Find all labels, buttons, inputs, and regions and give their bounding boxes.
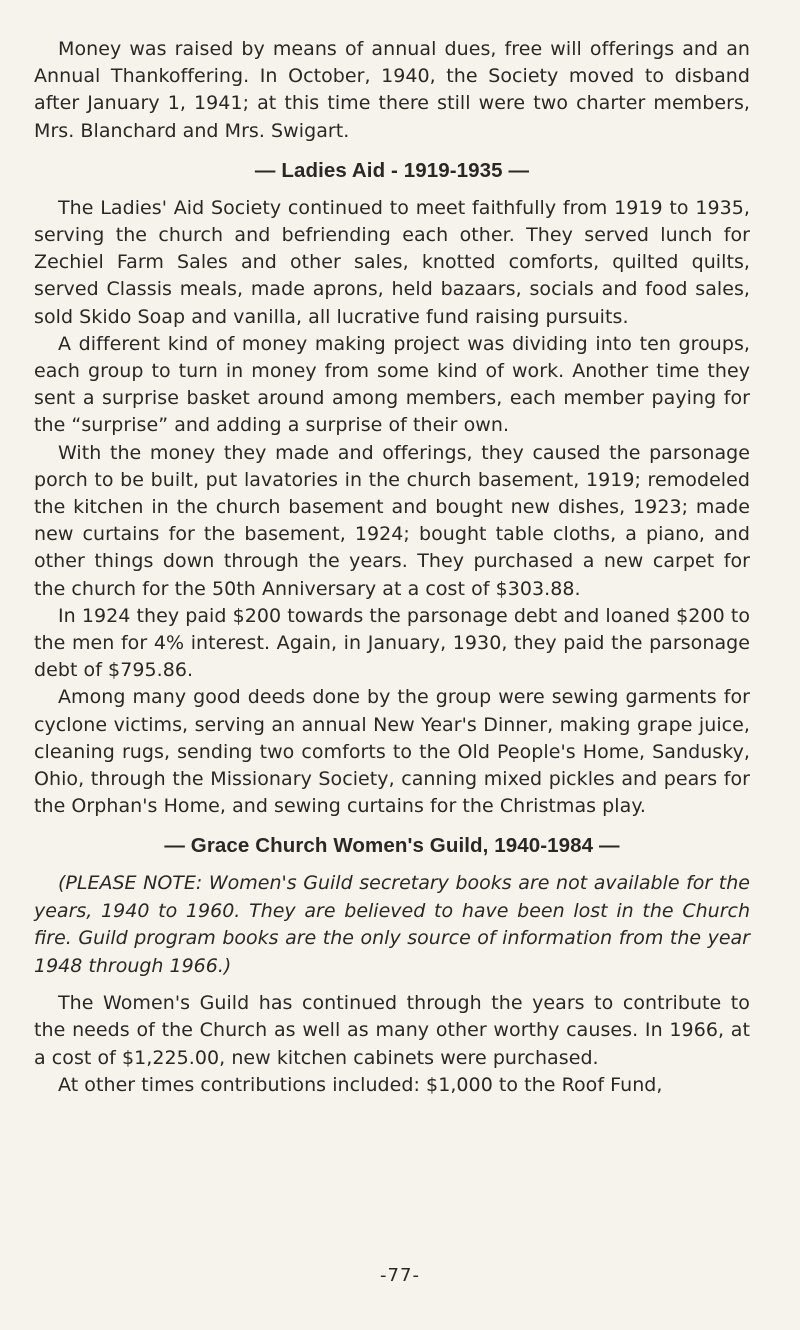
womens-guild-paragraph: The Women's Guild has continued through the years to contribute to the needs of the Church as well as many other worthy causes. In 1966, at a cost of $1,225.00, new kitchen cabinets were purchased. — [34, 992, 750, 1069]
intro-paragraph: Money was raised by means of annual dues, free will offerings and an Annual Thankoffering. In October, 1940, the Society moved to disband after January 1, 1941; at this time there still were two charter members, Mrs. Blanchard and Mrs. Swigart. — [34, 38, 750, 142]
page-number: -77- — [380, 1265, 420, 1286]
ladies-aid-paragraph: In 1924 they paid $200 towards the parsonage debt and loaned $200 to the men for 4% interest. Again, in January, 1930, they paid the parsonage debt of $795.86. — [34, 604, 750, 682]
ladies-aid-paragraph: With the money they made and offerings, they caused the parsonage porch to be built, put lavatories in the church basement, 1919; remodeled the kitchen in the church basement and bought new dishes, 1923; made new curtains for the basement, 1924; bought table cloths, a piano, and other things down through the years. They purchased a new carpet for the church for the 50th Anniversary at a cost of $303.88. — [34, 441, 750, 600]
womens-guild-note: (PLEASE NOTE: Women's Guild secretary books are not available for the years, 1940 to 1960. They are believed to have been lost in the Church fire. Guild program books are the only source of information from the year 1948 through 1966.) — [34, 872, 750, 977]
ladies-aid-paragraph: A different kind of money making project was dividing into ten groups, each group to turn in money from some kind of work. Another time they sent a surprise basket around among members, each member paying for the “surprise” and adding a surprise of their own. — [34, 332, 750, 437]
ladies-aid-heading: — Ladies Aid - 1919-1935 — — [254, 158, 530, 182]
womens-guild-heading: — Grace Church Women's Guild, 1940-1984 — — [164, 834, 620, 858]
womens-guild-paragraph: At other times contributions included: $1,000 to the Roof Fund, — [58, 1073, 663, 1096]
ladies-aid-paragraph: Among many good deeds done by the group were sewing garments for cyclone victims, serving an annual New Year's Dinner, making grape juice, cleaning rugs, sending two comforts to the Old People's Home, Sandusky, Ohio, through the Missionary Society, canning mixed pickles and pears for the Orphan's Home, and sewing curtains for the Christmas play. — [34, 686, 750, 818]
ladies-aid-paragraph: The Ladies' Aid Society continued to meet faithfully from 1919 to 1935, serving the church and befriending each other. They served lunch for Zechiel Farm Sales and other sales, knotted comforts, quilted quilts, served Classis meals, made aprons, held bazaars, socials and food sales, sold Skido Soap and vanilla, all lucrative fund raising pursuits. — [34, 196, 750, 328]
page-content — [34, 36, 750, 1099]
